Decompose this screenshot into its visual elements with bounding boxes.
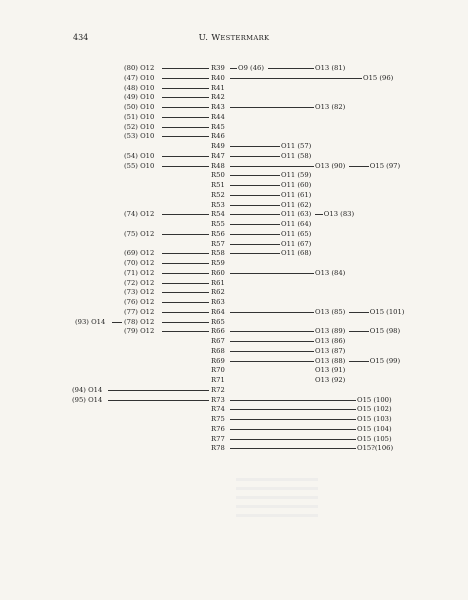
left-manuscript-extra: (93) O14	[75, 317, 106, 326]
stemma-line	[230, 175, 280, 176]
r-node: R76	[211, 424, 225, 433]
right-manuscript: O13 (84)	[315, 268, 346, 277]
r-node: R66	[211, 327, 225, 336]
r-node: R75	[211, 415, 225, 423]
stemma-line	[230, 341, 314, 342]
stemma-line	[230, 419, 356, 420]
stemma-line	[230, 361, 314, 362]
stemma-line	[162, 331, 209, 332]
page-number: 434	[73, 33, 89, 42]
right-manuscript: O13 (90)	[315, 161, 346, 170]
r-node: R61	[211, 278, 225, 287]
r-node: R74	[211, 405, 225, 414]
author-surname-rest: ESTERMARK	[220, 34, 270, 42]
r-node: R54	[211, 210, 225, 219]
r-node: R58	[211, 249, 225, 258]
stemma-line	[108, 400, 209, 401]
stemma-line	[315, 214, 323, 215]
stemma-line	[162, 107, 209, 108]
left-manuscript: (73) O12	[124, 288, 155, 297]
author-initial: U.	[198, 33, 209, 43]
left-manuscript: (50) O10	[124, 103, 155, 111]
right-manuscript: O15 (103)	[357, 415, 392, 423]
right-manuscript: O15 (100)	[357, 395, 392, 404]
stemma-line	[108, 390, 209, 391]
stemma-line	[162, 166, 209, 167]
stemma-line	[349, 331, 369, 332]
r-node: R62	[211, 288, 225, 297]
r-node: R45	[211, 122, 225, 131]
r-node: R43	[211, 103, 225, 111]
stemma-line	[162, 68, 209, 69]
left-manuscript: (52) O10	[124, 122, 155, 131]
stemma-line	[230, 331, 314, 332]
r-node: R41	[211, 83, 225, 92]
stemma-line	[162, 263, 209, 264]
stemma-line	[230, 68, 237, 69]
stemma-line	[162, 156, 209, 157]
stemma-line	[162, 283, 209, 284]
r-node: R52	[211, 190, 225, 199]
stemma-line	[162, 312, 209, 313]
stemma-line	[230, 448, 356, 449]
r-node: R48	[211, 161, 225, 170]
right-manuscript: O15 (105)	[357, 434, 392, 443]
r-node: R63	[211, 298, 225, 306]
right-manuscript: O15 (96)	[363, 73, 394, 82]
author-surname-initial: W	[211, 33, 221, 43]
right-manuscript: O15 (97)	[369, 161, 401, 170]
right-manuscript: O11 (64)	[281, 220, 312, 228]
stemma-line	[230, 400, 356, 401]
right-manuscript: O13 (88)	[315, 356, 346, 365]
r-node: R57	[211, 239, 225, 248]
right-manuscript: O13 (83)	[323, 210, 355, 219]
right-manuscript: O9 (46)	[238, 64, 265, 72]
right-manuscript: O15 (101)	[369, 307, 405, 316]
stemma-line	[230, 224, 280, 225]
r-node: R68	[211, 346, 225, 355]
right-manuscript: O15?(106)	[357, 444, 394, 453]
r-node: R40	[211, 73, 225, 82]
stemma-line	[230, 312, 314, 313]
right-manuscript: O13 (86)	[315, 337, 346, 345]
left-manuscript: (70) O12	[124, 259, 155, 267]
left-manuscript: (78) O12	[124, 317, 155, 326]
r-node: R67	[211, 337, 225, 345]
right-manuscript: O13 (91)	[315, 366, 346, 375]
left-manuscript: (80) O12	[124, 64, 155, 72]
right-manuscript: O15 (104)	[357, 424, 392, 433]
stemma-line	[162, 117, 209, 118]
left-manuscript: (95) O14	[72, 395, 103, 404]
r-node: R69	[211, 356, 225, 365]
stemma-line	[162, 292, 209, 293]
stemma-line	[230, 107, 314, 108]
r-node: R72	[211, 385, 225, 394]
r-node: R50	[211, 171, 225, 180]
r-node: R55	[211, 220, 225, 228]
right-manuscript: O13 (87)	[315, 346, 346, 355]
stemma-line	[162, 302, 209, 303]
left-manuscript: (76) O12	[124, 298, 155, 306]
r-node: R53	[211, 200, 225, 209]
stemma-line	[230, 214, 280, 215]
r-node: R70	[211, 366, 225, 375]
right-manuscript: O13 (81)	[315, 64, 346, 72]
left-manuscript: (77) O12	[124, 307, 155, 316]
stemma-line	[162, 78, 209, 79]
left-manuscript: (54) O10	[124, 151, 155, 160]
r-node: R39	[211, 64, 225, 72]
left-manuscript: (53) O10	[124, 132, 155, 141]
stemma-line	[230, 429, 356, 430]
stemma-line	[230, 351, 314, 352]
stemma-line	[162, 136, 209, 137]
stemma-line	[230, 195, 280, 196]
stemma-line	[230, 156, 280, 157]
left-manuscript: (71) O12	[124, 268, 155, 277]
left-manuscript: (69) O12	[124, 249, 155, 258]
r-node: R60	[211, 268, 225, 277]
right-manuscript: O11 (65)	[281, 229, 312, 238]
r-node: R47	[211, 151, 225, 160]
right-manuscript: O15 (98)	[369, 327, 401, 336]
right-manuscript: O11 (62)	[281, 200, 312, 209]
stemma-line	[230, 439, 356, 440]
right-manuscript: O11 (59)	[281, 171, 312, 180]
stemma-line	[230, 146, 280, 147]
right-manuscript: O13 (92)	[315, 376, 346, 384]
r-node: R56	[211, 229, 225, 238]
stemma-line	[230, 234, 280, 235]
stemma-line	[162, 253, 209, 254]
stemma-line	[230, 78, 362, 79]
stemma-line	[162, 273, 209, 274]
page-author	[0, 33, 468, 43]
left-manuscript: (94) O14	[72, 385, 103, 394]
r-node: R51	[211, 181, 225, 189]
stemma-line	[162, 127, 209, 128]
left-manuscript: (79) O12	[124, 327, 155, 336]
right-manuscript: O11 (63)	[281, 210, 312, 219]
r-node: R49	[211, 142, 225, 150]
right-manuscript: O15 (99)	[369, 356, 401, 365]
stemma-line	[349, 361, 369, 362]
right-manuscript: O11 (58)	[281, 151, 312, 160]
stemma-line	[268, 68, 314, 69]
stemma-line	[230, 166, 314, 167]
stemma-line	[162, 88, 209, 89]
stemma-line	[230, 185, 280, 186]
right-manuscript: O11 (60)	[281, 181, 312, 189]
right-manuscript: O15 (102)	[357, 405, 392, 414]
left-manuscript: (75) O12	[124, 229, 155, 238]
r-node: R65	[211, 317, 225, 326]
stemma-line	[349, 166, 369, 167]
r-node: R59	[211, 259, 225, 267]
left-manuscript: (55) O10	[124, 161, 155, 170]
stemma-line	[230, 205, 280, 206]
left-manuscript: (49) O10	[124, 93, 155, 102]
r-node: R42	[211, 93, 225, 102]
r-node: R46	[211, 132, 225, 141]
stemma-line	[230, 273, 314, 274]
stemma-line	[162, 234, 209, 235]
right-manuscript: O11 (67)	[281, 239, 312, 248]
right-manuscript: O13 (89)	[315, 327, 346, 336]
stemma-line	[162, 322, 209, 323]
r-node: R73	[211, 395, 225, 404]
stemma-line	[230, 409, 356, 410]
right-manuscript: O11 (61)	[281, 190, 312, 199]
r-node: R64	[211, 307, 225, 316]
left-manuscript: (72) O12	[124, 278, 155, 287]
stemma-line	[162, 97, 209, 98]
left-manuscript: (74) O12	[124, 210, 155, 219]
r-node: R71	[211, 376, 225, 384]
r-node: R44	[211, 112, 225, 121]
r-node: R78	[211, 444, 225, 453]
right-manuscript: O13 (85)	[315, 307, 346, 316]
stemma-line	[349, 312, 369, 313]
right-manuscript: O11 (68)	[281, 249, 312, 258]
r-node: R77	[211, 434, 225, 443]
right-manuscript: O13 (82)	[315, 103, 346, 111]
left-manuscript: (48) O10	[124, 83, 155, 92]
stemma-line	[230, 244, 280, 245]
stemma-line	[230, 253, 280, 254]
left-manuscript: (47) O10	[124, 73, 155, 82]
stemma-line	[162, 214, 209, 215]
right-manuscript: O11 (57)	[281, 142, 312, 150]
left-manuscript: (51) O10	[124, 112, 155, 121]
stemma-line	[112, 322, 122, 323]
